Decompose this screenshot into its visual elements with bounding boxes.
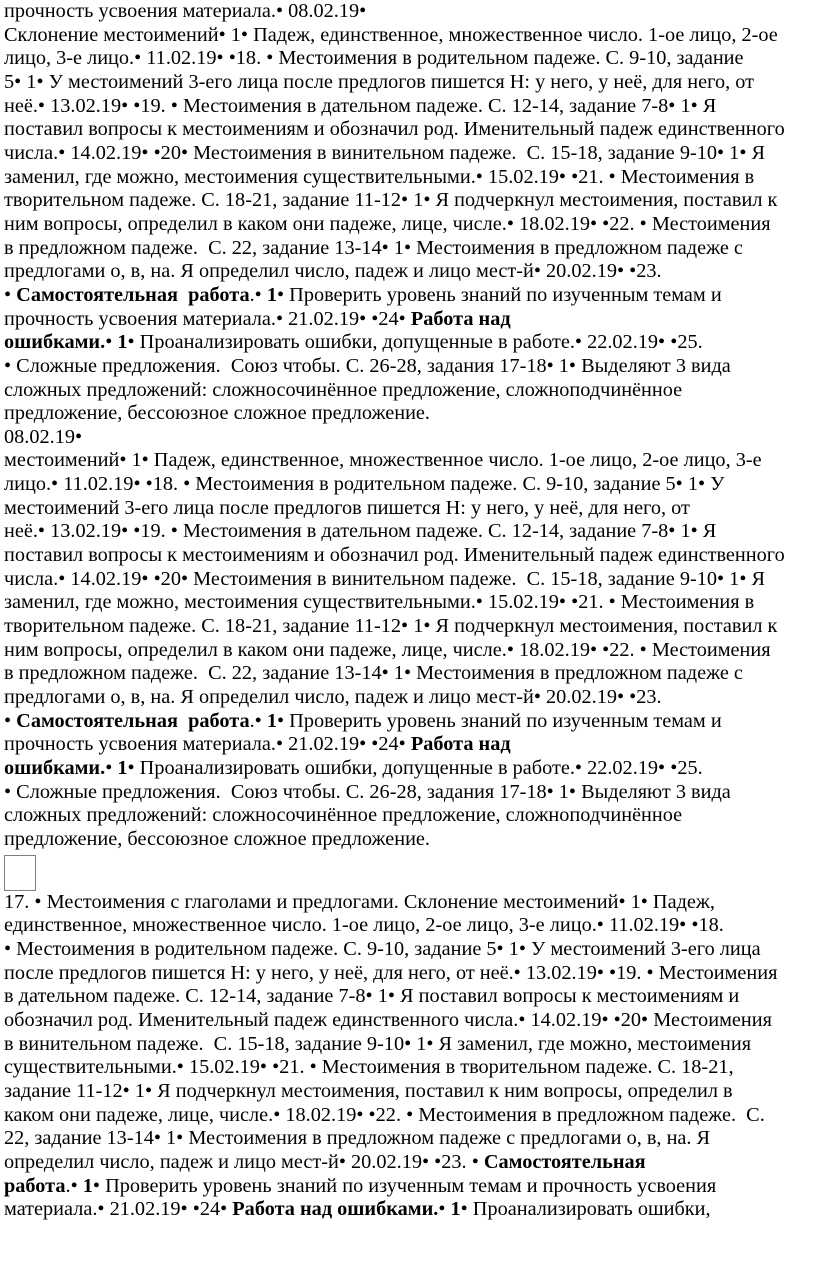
text-run: .• (249, 709, 267, 732)
text-run: обозначил род. Именительный падеж единственного числа.• 14.02.19• •20• Местоимения (4, 1008, 772, 1031)
text-run: • Проверить уровень знаний по изученным темам и прочность усвоения (92, 1174, 717, 1197)
text-run: • Местоимения в родительном падеже. С. 9-10, задание 5• 1• У местоимений 3-его лица (4, 937, 761, 960)
text-run: • (4, 709, 17, 732)
text-run: • Проверить уровень знаний по изученным темам и (277, 283, 722, 306)
text-run: • (105, 331, 118, 354)
text-run: сложных предложений: сложносочинённое предложение, сложноподчинённое (4, 804, 683, 827)
text-run: существительными.• 15.02.19• •21. • Местоимения в творительном падеже. С. 18-21, (4, 1056, 734, 1079)
text-line (4, 938, 812, 962)
text-run: заменил, где можно, местоимения существительными.• 15.02.19• •21. • Местоимения в (4, 165, 755, 188)
bold-text-run: Работа над (410, 733, 511, 756)
text-run: в дательном падеже. С. 12-14, задание 7-8• 1• Я поставил вопросы к местоимениям и (4, 985, 740, 1008)
bold-text-run: работа (4, 1174, 66, 1197)
text-line (4, 24, 812, 48)
text-line (4, 118, 812, 142)
text-line (4, 331, 812, 355)
text-run: .• (65, 1174, 83, 1197)
text-line (4, 1151, 812, 1175)
text-run: 22, задание 13-14• 1• Местоимения в предложном падеже с предлогами о, в, на. Я (4, 1127, 711, 1150)
text-line (4, 757, 812, 781)
text-run: • (105, 757, 118, 779)
text-line (4, 213, 812, 237)
bold-text-run: 1 (450, 1198, 461, 1221)
text-run: • Проанализировать ошибки, допущенные в работе.• 22.02.19• •25. (127, 757, 703, 779)
text-line (4, 402, 812, 426)
text-run: прочность усвоения материала.• 08.02.19• (4, 0, 367, 22)
text-run: • Проверить уровень знаний по изученным темам и (277, 709, 722, 732)
bold-text-run: 1 (117, 331, 128, 354)
text-run: предложение, бессоюзное сложное предложение. (4, 402, 430, 425)
text-line (4, 0, 812, 24)
text-run: числа.• 14.02.19• •20• Местоимения в винительном падеже. С. 15-18, задание 9-10• 1• Я (4, 567, 766, 590)
text-run: поставил вопросы к местоимениям и обозначил род. Именительный падеж единственного (4, 118, 785, 141)
text-run: числа.• 14.02.19• •20• Местоимения в винительном падеже. С. 15-18, задание 9-10• 1• Я (4, 141, 766, 164)
text-line (4, 1080, 812, 1104)
text-line (4, 828, 812, 852)
text-line (4, 1033, 812, 1057)
text-line (4, 781, 812, 805)
text-line (4, 473, 812, 497)
text-line (4, 891, 812, 915)
text-run: • (438, 1198, 451, 1221)
text-run: материала.• 21.02.19• •24• (4, 1198, 233, 1221)
text-run: в предложном падеже. С. 22, задание 13-14• 1• Местоимения в предложном падеже с (4, 236, 743, 259)
bold-text-run: ошибками. (4, 331, 106, 354)
text-run: поставил вопросы к местоимениям и обозначил род. Именительный падеж единственного (4, 544, 785, 567)
document-page (4, 0, 812, 1222)
text-run: • Сложные предложения. Союз чтобы. С. 26-28, задания 17-18• 1• Выделяют 3 вида (4, 780, 731, 803)
text-line (4, 568, 812, 592)
text-run: Склонение местоимений• 1• Падеж, единственное, множественное число. 1-ое лицо, 2-ое (4, 23, 778, 46)
text-run: лицо.• 11.02.19• •18. • Местоимения в родительном падеже. С. 9-10, задание 5• 1• У (4, 473, 725, 496)
text-line (4, 1127, 812, 1151)
text-run: сложных предложений: сложносочинённое предложение, сложноподчинённое (4, 378, 683, 401)
text-run: творительном падеже. С. 18-21, задание 11-12• 1• Я подчеркнул местоимения, поставил к (4, 189, 778, 212)
text-run: творительном падеже. С. 18-21, задание 11-12• 1• Я подчеркнул местоимения, поставил к (4, 615, 778, 638)
text-line (4, 189, 812, 213)
text-line (4, 1104, 812, 1128)
text-run: в винительном падеже. С. 15-18, задание 9-10• 1• Я заменил, где можно, местоимения (4, 1032, 752, 1055)
text-line (4, 355, 812, 379)
text-line (4, 142, 812, 166)
text-line (4, 985, 812, 1009)
text-line (4, 710, 812, 734)
text-run: лицо, 3-е лицо.• 11.02.19• •18. • Местоимения в родительном падеже. С. 9-10, задание (4, 47, 744, 70)
text-line (4, 662, 812, 686)
bold-text-run: 1 (266, 709, 277, 732)
text-line (4, 449, 812, 473)
bold-text-run: Работа над (410, 307, 511, 330)
text-line (4, 95, 812, 119)
text-line (4, 914, 812, 938)
text-run: • (4, 283, 17, 306)
text-run: предлогами о, в, на. Я определил число, падеж и лицо мест-й• 20.02.19• •23. (4, 260, 662, 283)
text-run: после предлогов пишется Н: у него, у неё, для него, от неё.• 13.02.19• •19. • Местоимения (4, 961, 778, 984)
checkbox[interactable] (4, 855, 36, 891)
text-line (4, 520, 812, 544)
text-line (4, 639, 812, 663)
bold-text-run: 1 (82, 1174, 93, 1197)
text-run: ним вопросы, определил в каком они падеже, лице, числе.• 18.02.19• •22. • Местоимения (4, 212, 771, 235)
text-line (4, 1056, 812, 1080)
text-line (4, 733, 812, 757)
text-run: • Проанализировать ошибки, допущенные в работе.• 22.02.19• •25. (127, 331, 703, 354)
text-run: прочность усвоения материала.• 21.02.19• •24• (4, 733, 411, 756)
text-line (4, 1198, 812, 1222)
text-run: каком они падеже, лице, числе.• 18.02.19• •22. • Местоимения в предложном падеже. С. (4, 1103, 765, 1126)
text-line (4, 591, 812, 615)
text-line (4, 426, 812, 450)
text-run: .• (249, 283, 267, 306)
text-run: в предложном падеже. С. 22, задание 13-14• 1• Местоимения в предложном падеже с (4, 662, 743, 685)
text-line (4, 804, 812, 828)
text-run: неё.• 13.02.19• •19. • Местоимения в дательном падеже. С. 12-14, задание 7-8• 1• Я (4, 94, 717, 117)
bold-text-run: 1 (117, 757, 128, 779)
text-line (4, 544, 812, 568)
text-run: предложение, бессоюзное сложное предложение. (4, 827, 430, 850)
bold-text-run: Работа над ошибками. (232, 1198, 439, 1221)
text-line (4, 686, 812, 710)
text-run: заменил, где можно, местоимения существительными.• 15.02.19• •21. • Местоимения в (4, 591, 755, 614)
text-run: определил число, падеж и лицо мест-й• 20.02.19• •23. • (4, 1150, 484, 1173)
bold-text-run: ошибками. (4, 757, 106, 779)
text-run: прочность усвоения материала.• 21.02.19• •24• (4, 307, 411, 330)
text-run: • Сложные предложения. Союз чтобы. С. 26-28, задания 17-18• 1• Выделяют 3 вида (4, 354, 731, 377)
text-line (4, 71, 812, 95)
text-run: местоимений 3-его лица после предлогов пишется Н: у него, у неё, для него, от (4, 496, 690, 519)
text-run: 08.02.19• (4, 425, 83, 448)
text-line (4, 260, 812, 284)
text-run: 5• 1• У местоимений 3-его лица после предлогов пишется Н: у него, у неё, для него, от (4, 70, 754, 93)
text-line (4, 237, 812, 261)
text-line (4, 379, 812, 403)
bold-text-run: Самостоятельная работа (16, 283, 250, 306)
bold-text-run: 1 (266, 283, 277, 306)
text-run: неё.• 13.02.19• •19. • Местоимения в дательном падеже. С. 12-14, задание 7-8• 1• Я (4, 520, 717, 543)
text-line (4, 1009, 812, 1033)
text-run: • Проанализировать ошибки, (460, 1198, 711, 1221)
bold-text-run: Самостоятельная (483, 1150, 646, 1173)
text-line (4, 47, 812, 71)
text-line (4, 1175, 812, 1199)
text-line (4, 166, 812, 190)
bold-text-run: Самостоятельная работа (16, 709, 250, 732)
text-run: единственное, множественное число. 1-ое лицо, 2-ое лицо, 3-е лицо.• 11.02.19• •18. (4, 914, 724, 937)
text-line (4, 308, 812, 332)
text-run: предлогами о, в, на. Я определил число, падеж и лицо мест-й• 20.02.19• •23. (4, 686, 662, 709)
text-line (4, 284, 812, 308)
text-line (4, 615, 812, 639)
text-run: 17. • Местоимения с глаголами и предлогами. Склонение местоимений• 1• Падеж, (4, 890, 715, 913)
text-run: ним вопросы, определил в каком они падеже, лице, числе.• 18.02.19• •22. • Местоимения (4, 638, 771, 661)
text-run: задание 11-12• 1• Я подчеркнул местоимения, поставил к ним вопросы, определил в (4, 1079, 733, 1102)
text-line (4, 497, 812, 521)
text-run: местоимений• 1• Падеж, единственное, множественное число. 1-ое лицо, 2-ое лицо, 3-е (4, 449, 762, 472)
text-line (4, 962, 812, 986)
